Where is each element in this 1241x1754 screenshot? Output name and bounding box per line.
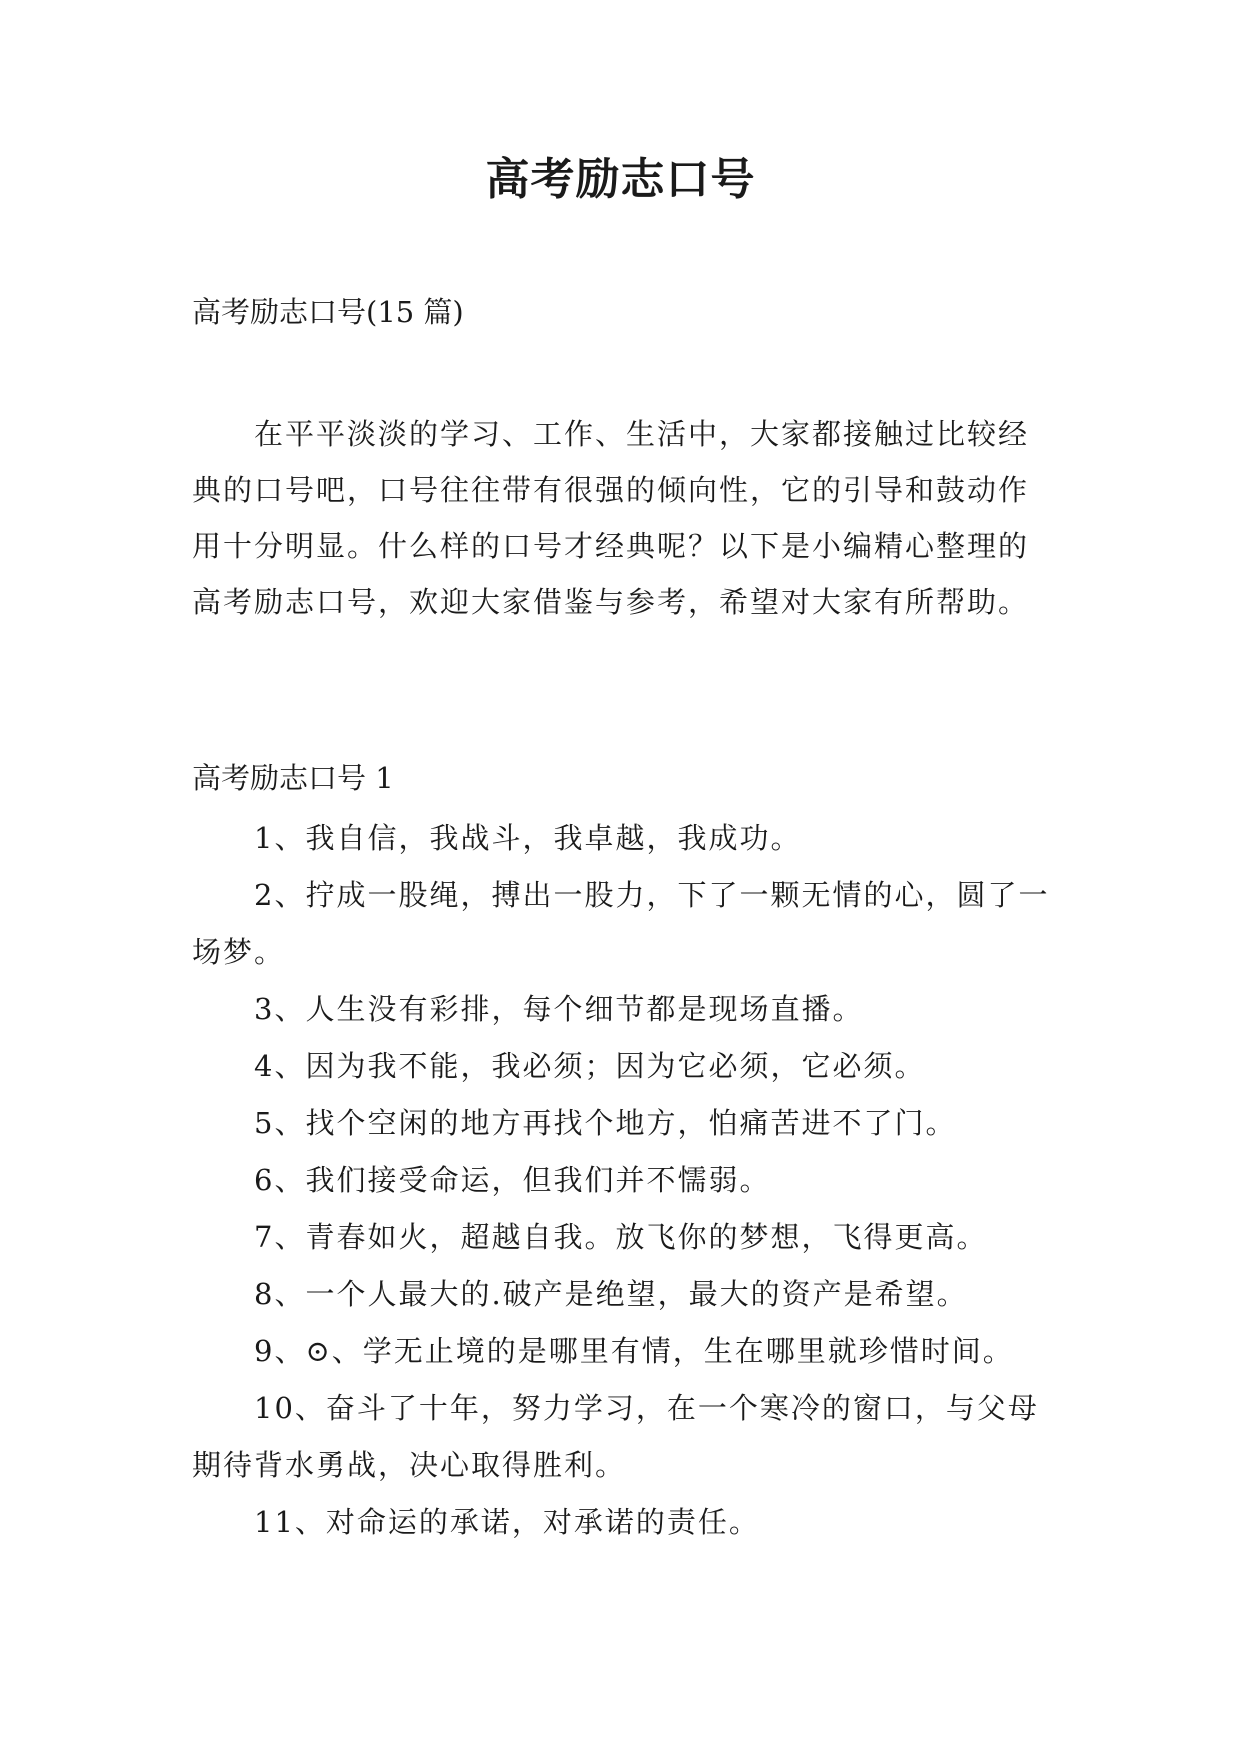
- slogan-item: 8、一个人最大的.破产是绝望，最大的资产是希望。: [254, 1277, 968, 1311]
- document-subtitle: 高考励志口号(15 篇): [192, 295, 464, 329]
- document-title: 高考励志口号: [485, 154, 756, 205]
- section-heading: 高考励志口号 1: [192, 761, 394, 795]
- slogan-list: [192, 810, 1062, 1551]
- intro-paragraph: 在平平淡淡的学习、工作、生活中，大家都接触过比较经典的口号吧，口号往往带有很强的倾向性，它的引导和鼓动作用十分明显。什么样的口号才经典呢？以下是小编精心整理的高考励志口号，欢迎大家借鉴与参考，希望对大家有所帮助。: [192, 417, 1030, 619]
- slogan-item: 2、拧成一股绳，搏出一股力，下了一颗无情的心，圆了一场梦。: [192, 878, 1050, 969]
- slogan-item: 10、奋斗了十年，努力学习，在一个寒冷的窗口，与父母期待背水勇战，决心取得胜利。: [192, 1391, 1039, 1482]
- slogan-item: 1、我自信，我战斗，我卓越，我成功。: [254, 821, 802, 855]
- slogan-item: 6、我们接受命运，但我们并不懦弱。: [254, 1163, 771, 1197]
- slogan-item: 4、因为我不能，我必须；因为它必须，它必须。: [254, 1049, 926, 1083]
- slogan-item: 9、⊙、学无止境的是哪里有情，生在哪里就珍惜时间。: [254, 1334, 1014, 1368]
- slogan-item: 7、青春如火，超越自我。放飞你的梦想，飞得更高。: [254, 1220, 988, 1254]
- slogan-item: 3、人生没有彩排，每个细节都是现场直播。: [254, 992, 864, 1026]
- slogan-item: 5、找个空闲的地方再找个地方，怕痛苦进不了门。: [254, 1106, 957, 1140]
- slogan-item: 11、对命运的承诺，对承诺的责任。: [254, 1505, 760, 1539]
